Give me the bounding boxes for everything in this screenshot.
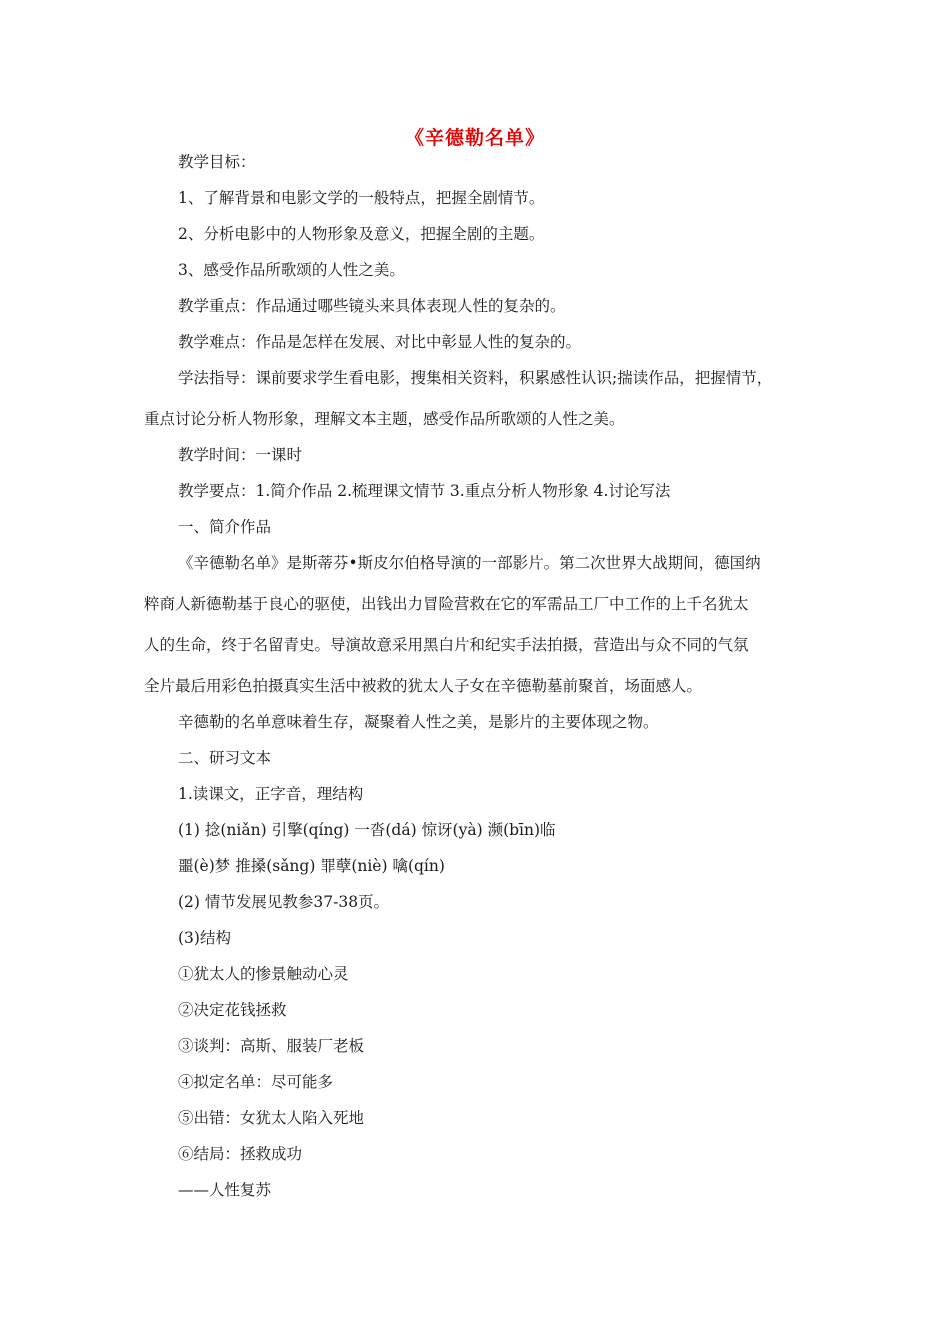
list-item: ③谈判：高斯、服装厂老板 [178,1037,365,1055]
text-line: 1.读课文，正字音，理结构 [178,785,364,803]
list-item: ⑥结局：拯救成功 [178,1145,303,1163]
text-line: 人的生命，终于名留青史。导演故意采用黑白片和纪实手法拍摄，营造出与众不同的气氛 [144,636,749,654]
text-line: (1) 捻(niǎn) 引擎(qíng) 一沓(dá) 惊讶(yà) 濒(bīn)临 [178,821,556,839]
text-line: 教学时间：一课时 [178,446,303,464]
list-item: ②决定花钱拯救 [178,1001,287,1019]
text-line: 教学重点：作品通过哪些镜头来具体表现人性的复杂的。 [178,297,566,315]
text-line: (2) 情节发展见教参37-38页。 [178,893,390,911]
text-line: 噩(è)梦 推搡(sǎng) 罪孽(niè) 噙(qín) [178,857,445,875]
text-line: 2、分析电影中的人物形象及意义，把握全剧的主题。 [178,225,545,243]
text-line: 学法指导：课前要求学生看电影，搜集相关资料，积累感性认识;揣读作品，把握情节， [178,369,773,387]
text-line: 教学要点：1.简介作品 2.梳理课文情节 3.重点分析人物形象 4.讨论写法 [178,482,671,500]
list-item: ①犹太人的惨景触动心灵 [178,965,349,983]
list-item: ④拟定名单：尽可能多 [178,1073,334,1091]
text-line: 教学难点：作品是怎样在发展、对比中彰显人性的复杂的。 [178,333,582,351]
text-line: 重点讨论分析人物形象，理解文本主题，感受作品所歌颂的人性之美。 [144,410,625,428]
text-line: 粹商人新德勒基于良心的驱使，出钱出力冒险营救在它的军需品工厂中工作的上千名犹太 [144,595,749,613]
text-line: 教学目标： [178,153,256,171]
document-title: 《辛德勒名单》 [404,127,545,149]
text-line: 3、感受作品所歌颂的人性之美。 [178,261,405,279]
section-heading: 二、研习文本 [178,749,272,767]
text-line: 辛德勒的名单意味着生存，凝聚着人性之美，是影片的主要体现之物。 [178,713,659,731]
list-item: ⑤出错：女犹太人陷入死地 [178,1109,365,1127]
text-line: 1、了解背景和电影文学的一般特点，把握全剧情节。 [178,189,545,207]
text-line: 全片最后用彩色拍摄真实生活中被救的犹太人子女在辛德勒墓前聚首，场面感人。 [144,677,703,695]
text-line: (3)结构 [178,929,231,947]
text-line: 《辛德勒名单》是斯蒂芬•斯皮尔伯格导演的一部影片。第二次世界大战期间，德国纳 [178,554,761,572]
text-line: ——人性复苏 [178,1181,272,1199]
section-heading: 一、简介作品 [178,518,272,536]
